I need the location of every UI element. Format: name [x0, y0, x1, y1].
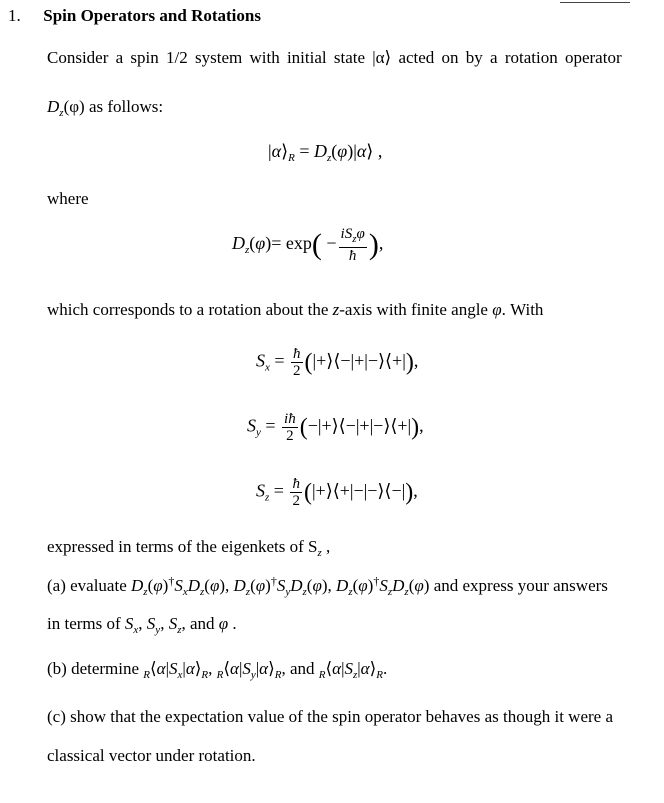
equation-rotated-state: $|\alpha⟩_R$ = $D_z(\varphi)|\alpha⟩$ ,: [268, 141, 383, 164]
intro-line-2: $D_z(\varphi)$ as follows:: [47, 97, 164, 119]
part-a-line-2: in terms of $S_x$, $S_y$, $S_z$, and φ .: [47, 614, 237, 636]
intro-line-1: Consider a spin 1/2 system with initial state |α⟩ acted on by a rotation operator: [47, 48, 622, 67]
eigenkets-line: expressed in terms of the eigenkets of $S_z$ ,: [47, 537, 331, 559]
part-a-line-1: (a) evaluate $D_z(\varphi)^\dagger S_xD_z(\varphi)$, $D_z(\varphi)^\dagger S_yD_z(\varphi)$, $D_z(\varphi)^\dagger S_zD_z(\varphi)$ and express your answers: [47, 574, 608, 598]
equation-rotation-operator: $D_z(\varphi)= \exp$( − $\frac{iS_z\varphi}{ħ}$ ),: [232, 226, 384, 264]
part-c-line-2: classical vector under rotation.: [47, 746, 256, 765]
page-top-fragment: [560, 0, 630, 3]
equation-sx: $S_x$ = $\frac{ħ}{2}$ (|+⟩⟨−|+|−⟩⟨+|),: [256, 346, 419, 379]
problem-number: 1.: [8, 6, 21, 25]
part-b-line: (b) determine $_R⟨\alpha|S_x|\alpha⟩_R$, $_R⟨\alpha|S_y|\alpha⟩_R$, and $_R⟨\alpha|S_z|\alpha⟩_R$.: [47, 659, 388, 681]
part-c-line-1: (c) show that the expectation value of the spin operator behaves as though it were a: [47, 707, 613, 726]
problem-title: Spin Operators and Rotations: [43, 6, 261, 25]
equation-sz: $S_z$ = $\frac{ħ}{2}$ (|+⟩⟨+|−|−⟩⟨−|),: [256, 476, 418, 509]
where-label: where: [47, 189, 89, 208]
problem-heading: [8, 6, 261, 26]
equation-sy: $S_y$ = $\frac{iħ}{2}$ (−|+⟩⟨−|+|−⟩⟨+|),: [247, 411, 424, 444]
rotation-description: which corresponds to a rotation about the z-axis with finite angle φ. With: [47, 300, 544, 319]
